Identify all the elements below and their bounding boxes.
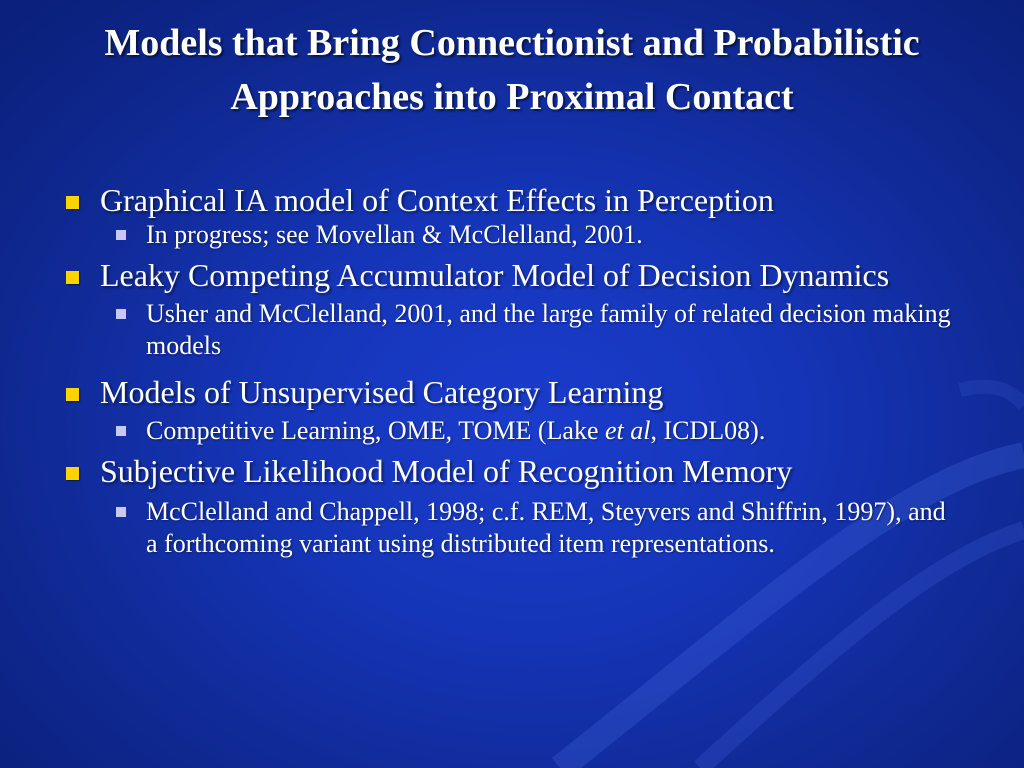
sub-bullet-text-italic: et al [605, 416, 651, 445]
square-bullet-icon [66, 388, 79, 401]
sub-bullet-item [100, 298, 960, 362]
sub-bullet-item [100, 219, 960, 251]
bullet-text: Subjective Likelihood Model of Recognition Memory [100, 453, 793, 489]
square-bullet-icon [116, 507, 126, 517]
square-bullet-icon [116, 426, 126, 436]
bullet-text: Graphical IA model of Context Effects in Perception [100, 182, 774, 218]
bullet-text: Models of Unsupervised Category Learning [100, 374, 664, 410]
bullet-item [60, 453, 960, 490]
square-bullet-icon [66, 467, 79, 480]
square-bullet-icon [116, 230, 126, 240]
sub-bullet-text: In progress; see Movellan & McClelland, 2001. [146, 220, 643, 249]
sub-bullet-text-start: Competitive Learning, OME, TOME (Lake [146, 416, 605, 445]
sub-bullet-text: Usher and McClelland, 2001, and the large family of related decision making models [146, 299, 951, 360]
sub-bullet-item [100, 415, 960, 447]
bullet-text: Leaky Competing Accumulator Model of Decision Dynamics [100, 257, 890, 293]
bullet-item [60, 182, 960, 219]
square-bullet-icon [116, 309, 126, 319]
square-bullet-icon [66, 271, 79, 284]
bullet-item [60, 257, 960, 294]
slide-body [60, 182, 960, 560]
bullet-item [60, 374, 960, 411]
square-bullet-icon [66, 196, 79, 209]
sub-bullet-item [100, 496, 960, 560]
sub-bullet-text: McClelland and Chappell, 1998; c.f. REM, Steyvers and Shiffrin, 1997), and a forthcoming variant using distributed item representations. [146, 497, 946, 558]
sub-bullet-text-end: , ICDL08). [650, 416, 766, 445]
slide-title: Models that Bring Connectionist and Probabilistic Approaches into Proximal Contact [104, 22, 920, 118]
